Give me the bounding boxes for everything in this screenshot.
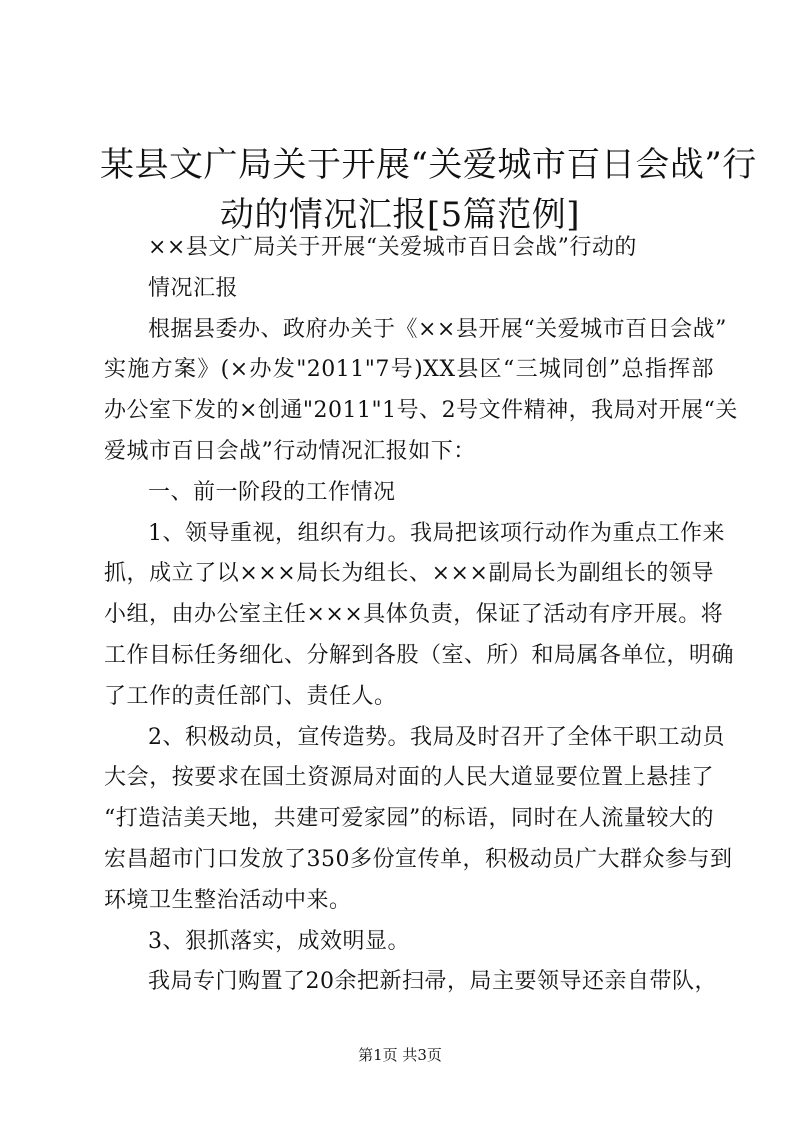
document-title [100, 140, 757, 240]
title-line: 动的情况汇报[5篇范例] [219, 195, 581, 235]
paragraph-line: 了工作的责任部门、责任人。 [104, 683, 397, 709]
paragraph-line: 办公室下发的×创通"2011"1号、2号文件精神，我局对开展“关 [104, 398, 738, 424]
paragraph-line: 1、领导重视，组织有力。我局把该项行动作为重点工作来 [148, 520, 725, 546]
paragraph-line: 2、积极动员，宣传造势。我局及时召开了全体干职工动员 [148, 724, 725, 750]
paragraph-line: 爱城市百日会战”行动情况汇报如下： [104, 438, 476, 464]
paragraph-line: 实施方案》(×办发"2011"7号)XX县区“三城同创”总指挥部 [104, 357, 714, 383]
title-line: 某县文广局关于开展“关爱城市百日会战”行 [100, 145, 757, 185]
paragraph-line: 我局专门购置了20余把新扫帚，局主要领导还亲自带队， [148, 969, 717, 995]
section-heading: 一、前一阶段的工作情况 [148, 479, 396, 505]
page-footer: 第1页 共3页 [358, 1046, 442, 1064]
paragraph-line: 小组，由办公室主任×××具体负责，保证了活动有序开展。将 [104, 602, 724, 628]
paragraph-line: 3、狠抓落实，成效明显。 [148, 928, 410, 954]
paragraph-line: 大会，按要求在国土资源局对面的人民大道显要位置上悬挂了 [104, 765, 714, 791]
paragraph-line: 抓，成立了以×××局长为组长、×××副局长为副组长的领导 [104, 561, 714, 587]
paragraph-line: 宏昌超市门口发放了350多份宣传单，积极动员广大群众参与到 [104, 846, 733, 872]
paragraph-line: 环境卫生整治活动中来。 [104, 887, 352, 913]
paragraph-line: “打造洁美天地，共建可爱家园”的标语，同时在人流量较大的 [104, 806, 714, 832]
document-body [104, 228, 738, 1003]
subtitle-line: ××县文广局关于开展“关爱城市百日会战”行动的 [148, 235, 637, 260]
subtitle-line: 情况汇报 [148, 275, 239, 301]
paragraph-line: 根据县委办、政府办关于《××县开展“关爱城市百日会战” [148, 316, 727, 342]
paragraph-line: 工作目标任务细化、分解到各股（室、所）和局属各单位，明确 [104, 642, 735, 668]
